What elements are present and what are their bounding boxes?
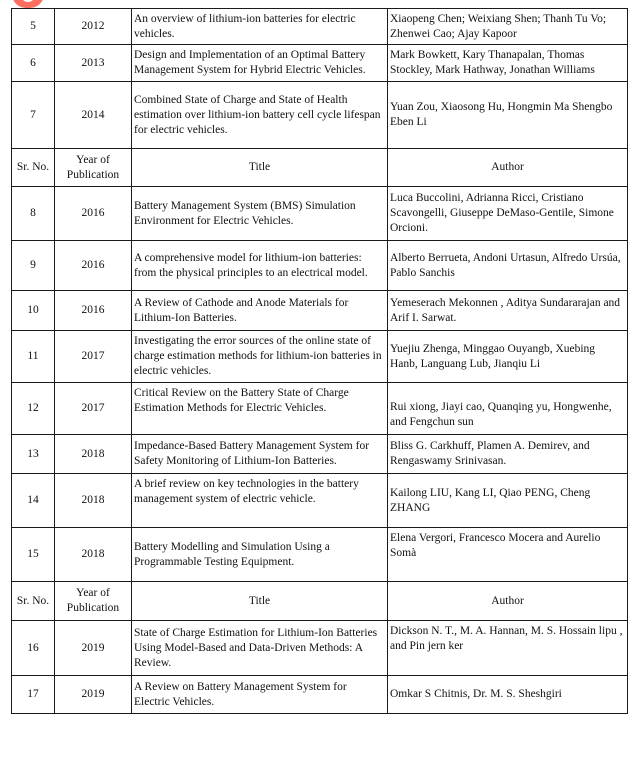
title-cell: Combined State of Charge and State of Health estimation over lithium-ion battery cell cycle lifespan for electric vehicles.: [132, 82, 388, 149]
author-cell: Bliss G. Carkhuff, Plamen A. Demirev, and Rengaswamy Srinivasan.: [388, 435, 628, 474]
table-row: [12, 45, 628, 82]
title-cell: A Review on Battery Management System for Electric Vehicles.: [132, 676, 388, 714]
title-cell: Investigating the error sources of the online state of charge estimation methods for lithium-ion batteries in electric vehicles.: [132, 331, 388, 383]
year-cell: 2014: [55, 82, 132, 149]
title-cell: A brief review on key technologies in the battery management system of electric vehicle.: [132, 474, 388, 528]
year-cell: 2017: [55, 383, 132, 435]
year-cell: 2019: [55, 621, 132, 676]
author-cell: Alberto Berrueta, Andoni Urtasun, Alfredo Ursúa, Pablo Sanchis: [388, 241, 628, 291]
title-header: Title: [132, 582, 388, 621]
author-cell: Yuan Zou, Xiaosong Hu, Hongmin Ma Shengbo Eben Li: [388, 82, 628, 149]
title-cell: Battery Management System (BMS) Simulation Environment for Electric Vehicles.: [132, 187, 388, 241]
year-header: [55, 149, 132, 187]
author-header: Author: [388, 149, 628, 187]
year-cell: 2016: [55, 241, 132, 291]
sr-no-header: Sr. No.: [12, 149, 55, 187]
title-cell: An overview of lithium-ion batteries for electric vehicles.: [132, 9, 388, 45]
table-row: [12, 474, 628, 528]
author-cell: Kailong LIU, Kang LI, Qiao PENG, Cheng ZHANG: [388, 474, 628, 528]
title-cell: Impedance-Based Battery Management System for Safety Monitoring of Lithium-Ion Batteries.: [132, 435, 388, 474]
table-header-row: [12, 582, 628, 621]
title-cell: Design and Implementation of an Optimal Battery Management System for Hybrid Electric Vehicles.: [132, 45, 388, 82]
year-cell: 2016: [55, 291, 132, 331]
sr-no-cell: 9: [12, 241, 55, 291]
author-cell: Luca Buccolini, Adrianna Ricci, Cristiano Scavongelli, Giuseppe DeMaso-Gentile, Simone Orcioni.: [388, 187, 628, 241]
year-header-line2: Publication: [66, 168, 120, 181]
sr-no-cell: 14: [12, 474, 55, 528]
sr-no-cell: 15: [12, 528, 55, 582]
table-row: [12, 241, 628, 291]
sr-no-cell: 17: [12, 676, 55, 714]
table-row: [12, 676, 628, 714]
table-row: [12, 187, 628, 241]
sr-no-header: Sr. No.: [12, 582, 55, 621]
sr-no-cell: 6: [12, 45, 55, 82]
table-row: [12, 9, 628, 45]
author-cell: Dickson N. T., M. A. Hannan, M. S. Hossain lipu , and Pin jern ker: [388, 621, 628, 676]
sr-no-cell: 16: [12, 621, 55, 676]
sr-no-cell: 5: [12, 9, 55, 45]
year-header-line1: Year of: [76, 587, 110, 599]
sr-no-cell: 11: [12, 331, 55, 383]
year-cell: 2018: [55, 474, 132, 528]
table-row: [12, 383, 628, 435]
bookmark-icon: [12, 0, 44, 8]
sr-no-cell: 10: [12, 291, 55, 331]
title-cell: Battery Modelling and Simulation Using a Programmable Testing Equipment.: [132, 528, 388, 582]
author-cell: Yemeserach Mekonnen , Aditya Sundararajan and Arif I. Sarwat.: [388, 291, 628, 331]
sr-no-cell: 12: [12, 383, 55, 435]
year-header: [55, 582, 132, 621]
title-cell: A Review of Cathode and Anode Materials for Lithium-Ion Batteries.: [132, 291, 388, 331]
sr-no-cell: 7: [12, 82, 55, 149]
year-cell: 2013: [55, 45, 132, 82]
sr-no-cell: 8: [12, 187, 55, 241]
year-header-line1: Year of: [76, 153, 110, 166]
author-cell: Elena Vergori, Francesco Mocera and Aurelio Somà: [388, 528, 628, 582]
title-cell: Critical Review on the Battery State of Charge Estimation Methods for Electric Vehicles.: [132, 383, 388, 435]
author-cell: Xiaopeng Chen; Weixiang Shen; Thanh Tu Vo; Zhenwei Cao; Ajay Kapoor: [388, 9, 628, 45]
table-row: [12, 528, 628, 582]
title-header: Title: [132, 149, 388, 187]
title-cell: State of Charge Estimation for Lithium-Ion Batteries Using Model-Based and Data-Driven Methods: A Review.: [132, 621, 388, 676]
year-cell: 2018: [55, 435, 132, 474]
year-cell: 2017: [55, 331, 132, 383]
battery-literature-table: [11, 8, 628, 714]
year-cell: 2016: [55, 187, 132, 241]
table-row: [12, 291, 628, 331]
author-header: Author: [388, 582, 628, 621]
table-header-row: [12, 149, 628, 187]
author-cell: Yuejiu Zhenga, Minggao Ouyangb, Xuebing Hanb, Languang Lub, Jianqiu Li: [388, 331, 628, 383]
title-cell: A comprehensive model for lithium-ion batteries: from the physical principles to an electrical model.: [132, 241, 388, 291]
year-header-line2: Publication: [66, 602, 120, 614]
year-cell: 2018: [55, 528, 132, 582]
sr-no-cell: 13: [12, 435, 55, 474]
table-row: [12, 82, 628, 149]
table-row: [12, 435, 628, 474]
author-cell: Omkar S Chitnis, Dr. M. S. Sheshgiri: [388, 676, 628, 714]
author-cell: Rui xiong, Jiayi cao, Quanqing yu, Hongwenhe, and Fengchun sun: [388, 383, 628, 435]
table-row: [12, 621, 628, 676]
author-cell: Mark Bowkett, Kary Thanapalan, Thomas Stockley, Mark Hathway, Jonathan Williams: [388, 45, 628, 82]
table-row: [12, 331, 628, 383]
year-cell: 2012: [55, 9, 132, 45]
year-cell: 2019: [55, 676, 132, 714]
